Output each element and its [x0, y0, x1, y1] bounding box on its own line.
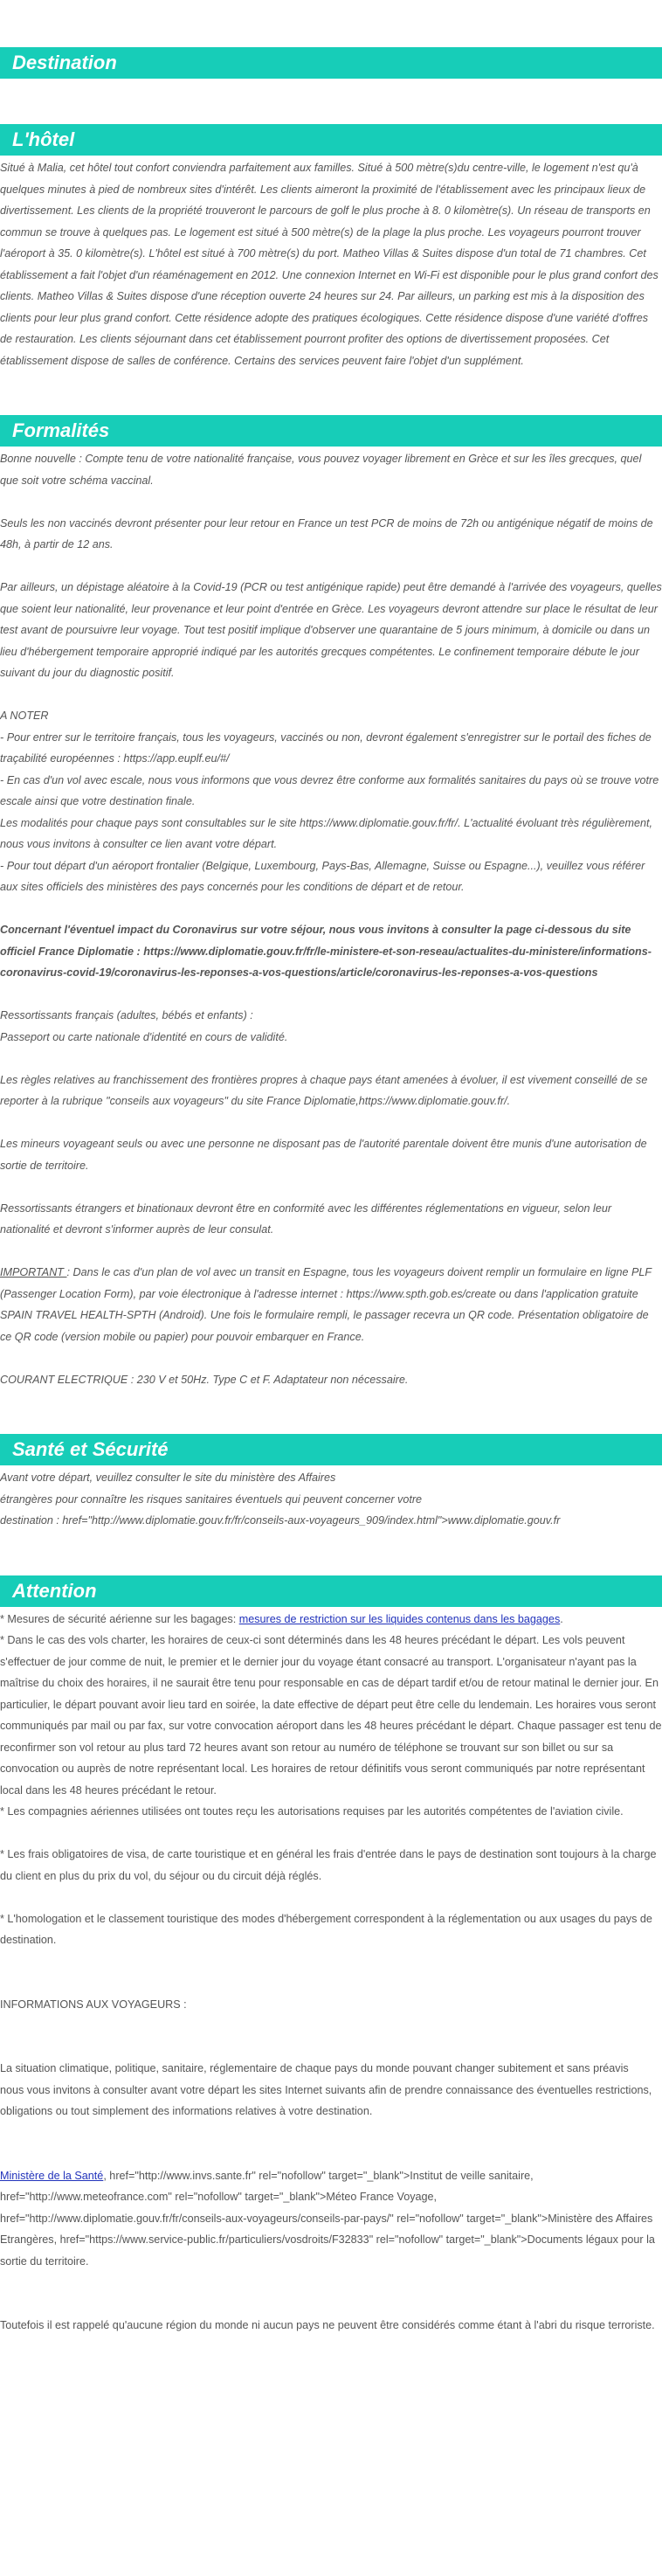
note-item: - Pour tout départ d'un aéroport frontalier (Belgique, Luxembourg, Pays-Bas, Allemagne, Suisse ou Espagne...), veuillez vous référer aux sites officiels des ministères des pays concernés pour les conditions de départ et de retour.	[0, 859, 645, 893]
important-paragraph	[0, 1262, 662, 1347]
sante-line: destination : href="http://www.diplomatie.gouv.fr/fr/conseils-aux-voyageurs_909/index.html">www.diplomatie.gouv.fr	[0, 1514, 561, 1527]
formalites-paragraph: Par ailleurs, un dépistage aléatoire à la Covid-19 (PCR ou test antigénique rapide) peut être demandé à l'arrivée des voyageurs, quelles que soient leur nationalité, leur provenance et leur point d'entrée en Grèce. Les voyageurs devront attendre sur place le résultat de leur test avant de poursuivre leur voyage. Tout test positif implique d'observer une quarantaine de 5 jours minimum, à domicile ou dans un lieu d'hébergement temporaire approprié indiqué par les autorités grecques compétentes. Le confinement temporaire débute le jour suivant du jour du diagnostic positif.	[0, 581, 662, 679]
ressortissants-heading: Ressortissants français (adultes, bébés et enfants) :	[0, 1009, 253, 1021]
liens-paragraph	[0, 2165, 662, 2273]
note-item: - En cas d'un vol avec escale, nous vous informons que vous devrez être conforme aux formalités sanitaires du pays où se trouve votre escale ainsi que votre destination finale.	[0, 773, 659, 807]
mineurs-paragraph: Les mineurs voyageant seuls ou avec une personne ne disposant pas de l'autorité parentale doivent être munis d'une autorisation de sortie de territoire.	[0, 1138, 647, 1172]
section-sante	[0, 1434, 662, 1532]
mesures-paragraph	[0, 1609, 662, 1631]
mesures-suffix: .	[560, 1612, 563, 1625]
frais-paragraph: * Les frais obligatoires de visa, de carte touristique et en général les frais d'entrée dans le pays de destination sont toujours à la charge du client en plus du prix du vol, du séjour ou du circuit déjà réglés.	[0, 1848, 657, 1882]
mesures-prefix: * Mesures de sécurité aérienne sur les bagages:	[0, 1612, 239, 1625]
hotel-description: Situé à Malia, cet hôtel tout confort conviendra parfaitement aux familles. Situé à 500 mètre(s)du centre-ville, le logement n'est qu'à quelques minutes à pied de nombreux sites d'intérêt. Les clients aimeront la proximité de l'établissement avec les principaux lieux de divertissement. Les clients de la propriété trouveront le parcours de golf le plus proche à 8. 0 kilomètre(s). Un réseau de transports en commun se trouve à quelques pas. Le logement est situé à 500 mètre(s) de la plage la plus proche. Les voyageurs pourront trouver l'aéroport à 35. 0 kilomètre(s). L'hôtel est situé à 700 mètre(s) du port. Matheo Villas & Suites dispose d'un total de 71 chambres. Cet établissement a fait l'objet d'un réaménagement en 2012. Une connexion Internet en Wi-Fi est disponible pour le plus grand confort des clients. Matheo Villas & Suites dispose d'une réception ouverte 24 heures sur 24. Par ailleurs, un parking est mis à la disposition des clients pour leur plus grand confort. Cette résidence adopte des pratiques écologiques. Cette résidence dispose d'une variété d'offres de restauration. Les clients séjournant dans cet établissement pourront profiter des options de divertissement proposées. Cet établissement dispose de salles de conférence. Certains des services peuvent faire l'objet d'un supplément.	[0, 162, 659, 367]
liens-text: , href="http://www.invs.sante.fr" rel="nofollow" target="_blank">Institut de veille sanitaire, href="http://www.meteofrance.com" rel="nofollow" target="_blank">Méteo France Voyage, href="http://www.diplomatie.gouv.fr/fr/conseils-aux-voyageurs/conseils-par-pays/" rel="nofollow" target="_blank">Ministère des Affaires Etrangères, href="https://www.service-public.fr/particuliers/vosdroits/F32833" rel="nofollow" target="_blank">Documents légaux pour la sortie du territoire.	[0, 2169, 655, 2268]
section-title-sante: Santé et Sécurité	[0, 1434, 662, 1465]
informations-heading: INFORMATIONS AUX VOYAGEURS :	[0, 1998, 187, 2011]
formalites-paragraph: Seuls les non vaccinés devront présenter pour leur retour en France un test PCR de moins de 72h ou antigénique négatif de moins de 48h, à partir de 12 ans.	[0, 516, 653, 551]
formalites-paragraph: Bonne nouvelle : Compte tenu de votre nationalité française, vous pouvez voyager librement en Grèce et sur les îles grecques, quel que soit votre schéma vaccinal.	[0, 453, 642, 487]
terrorisme-paragraph: Toutefois il est rappelé qu'aucune région du monde ni aucun pays ne peuvent être considérés comme étant à l'abri du risque terroriste.	[0, 2319, 655, 2331]
sante-line: étrangères pour connaître les risques sanitaires éventuels qui peuvent concerner votre	[0, 1492, 423, 1506]
ressortissants-text: Passeport ou carte nationale d'identité en cours de validité.	[0, 1030, 288, 1043]
etrangers-paragraph: Ressortissants étrangers et binationaux devront être en conformité avec les différentes réglementations en vigueur, selon leur nationalité et devront s'informer auprès de leur consulat.	[0, 1201, 612, 1236]
section-title-attention: Attention	[0, 1575, 662, 1607]
important-label: IMPORTANT	[0, 1266, 67, 1278]
situation-line: La situation climatique, politique, sanitaire, réglementaire de chaque pays du monde pouvant changer subitement et sans préavis	[0, 2062, 629, 2074]
compagnies-paragraph: * Les compagnies aériennes utilisées ont toutes reçu les autorisations requises par les autorités compétentes de l'aviation civile.	[0, 1805, 624, 1818]
frontieres-paragraph: Les règles relatives au franchissement des frontières propres à chaque pays étant amenées à évoluer, il est vivement conseillé de se reporter à la rubrique "conseils aux voyageurs" du site France Diplomatie,https://www.diplomatie.gouv.fr/.	[0, 1073, 648, 1107]
coronavirus-notice: Concernant l'éventuel impact du Coronavirus sur votre séjour, nous vous invitons à consulter la page ci-dessous du site officiel France Diplomatie : https://www.diplomatie.gouv.fr/fr/le-ministere-et-son-reseau/actualites-du-ministere/informations-coronavirus-covid-19/coronavirus-les-reponses-a-vos-questions/article/coronavirus-les-reponses-a-vos-questions	[0, 924, 652, 979]
section-title-destination: Destination	[0, 47, 662, 79]
situation-line: nous vous invitons à consulter avant votre départ les sites Internet suivants afin de prendre connaissance des éventuelles restrictions, obligations ou tout simplement des informations relatives à votre destination.	[0, 2083, 652, 2117]
section-title-formalites: Formalités	[0, 415, 662, 447]
note-item: Les modalités pour chaque pays sont consultables sur le site https://www.diplomatie.gouv.fr/fr/. L'actualité évoluant très régulièrement, nous vous invitons à consulter ce lien avant votre départ.	[0, 816, 652, 850]
ministere-sante-link[interactable]: Ministère de la Santé	[0, 2169, 104, 2182]
liquides-restriction-link[interactable]: mesures de restriction sur les liquides contenus dans les bagages	[238, 1612, 561, 1625]
note-item: - Pour entrer sur le territoire français, tous les voyageurs, vaccinés ou non, devront également s'enregistrer sur le portail des fiches de traçabilité européennes : https://app.euplf.eu/#/	[0, 731, 652, 765]
section-hotel	[0, 124, 662, 371]
section-formalites	[0, 415, 662, 1390]
section-attention	[0, 1575, 662, 2337]
important-text: : Dans le cas d'un plan de vol avec un transit en Espagne, tous les voyageurs doivent remplir un formulaire en ligne PLF (Passenger Location Form), par voie électronique à l'adresse internet : https://www.spth.gob.es/create ou dans l'application gratuite SPAIN TRAVEL HEALTH-SPTH (Android). Une fois le formulaire rempli, le passager recevra un QR code. Présentation obligatoire de ce QR code (version mobile ou papier) pour pouvoir embarquer en France.	[0, 1266, 652, 1343]
courant-electrique: COURANT ELECTRIQUE : 230 V et 50Hz. Type C et F. Adaptateur non nécessaire.	[0, 1373, 409, 1386]
section-title-hotel: L'hôtel	[0, 124, 662, 156]
sante-line: Avant votre départ, veuillez consulter le site du ministère des Affaires	[0, 1472, 336, 1484]
homologation-paragraph: * L'homologation et le classement touristique des modes d'hébergement correspondent à la réglementation ou aux usages du pays de destination.	[0, 1912, 652, 1946]
a-noter-heading: A NOTER	[0, 710, 49, 722]
charter-paragraph: * Dans le cas des vols charter, les horaires de ceux-ci sont déterminés dans les 48 heures précédant le départ. Les vols peuvent s'effectuer de jour comme de nuit, le premier et le dernier jour du voyage étant consacré au transport. L'organisateur n'ayant pas la maîtrise du choix des horaires, il ne saurait être tenu pour responsable en cas de départ tardif et/ou de retour matinal le dernier jour. En particulier, le départ pouvant avoir lieu tard en soirée, la date effective de départ peut être celle du lendemain. Les horaires vous seront communiqués par mail ou par fax, sur votre convocation aéroport dans les 48 heures précédant le départ. Chaque passager est tenu de reconfirmer son vol retour au plus tard 72 heures avant son retour au numéro de téléphone se trouvant sur son billet ou sur sa convocation ou auprès de notre représentant local. Les horaires de retour définitifs vous seront communiqués par notre représentant local dans les 48 heures précédant le retour.	[0, 1634, 662, 1797]
